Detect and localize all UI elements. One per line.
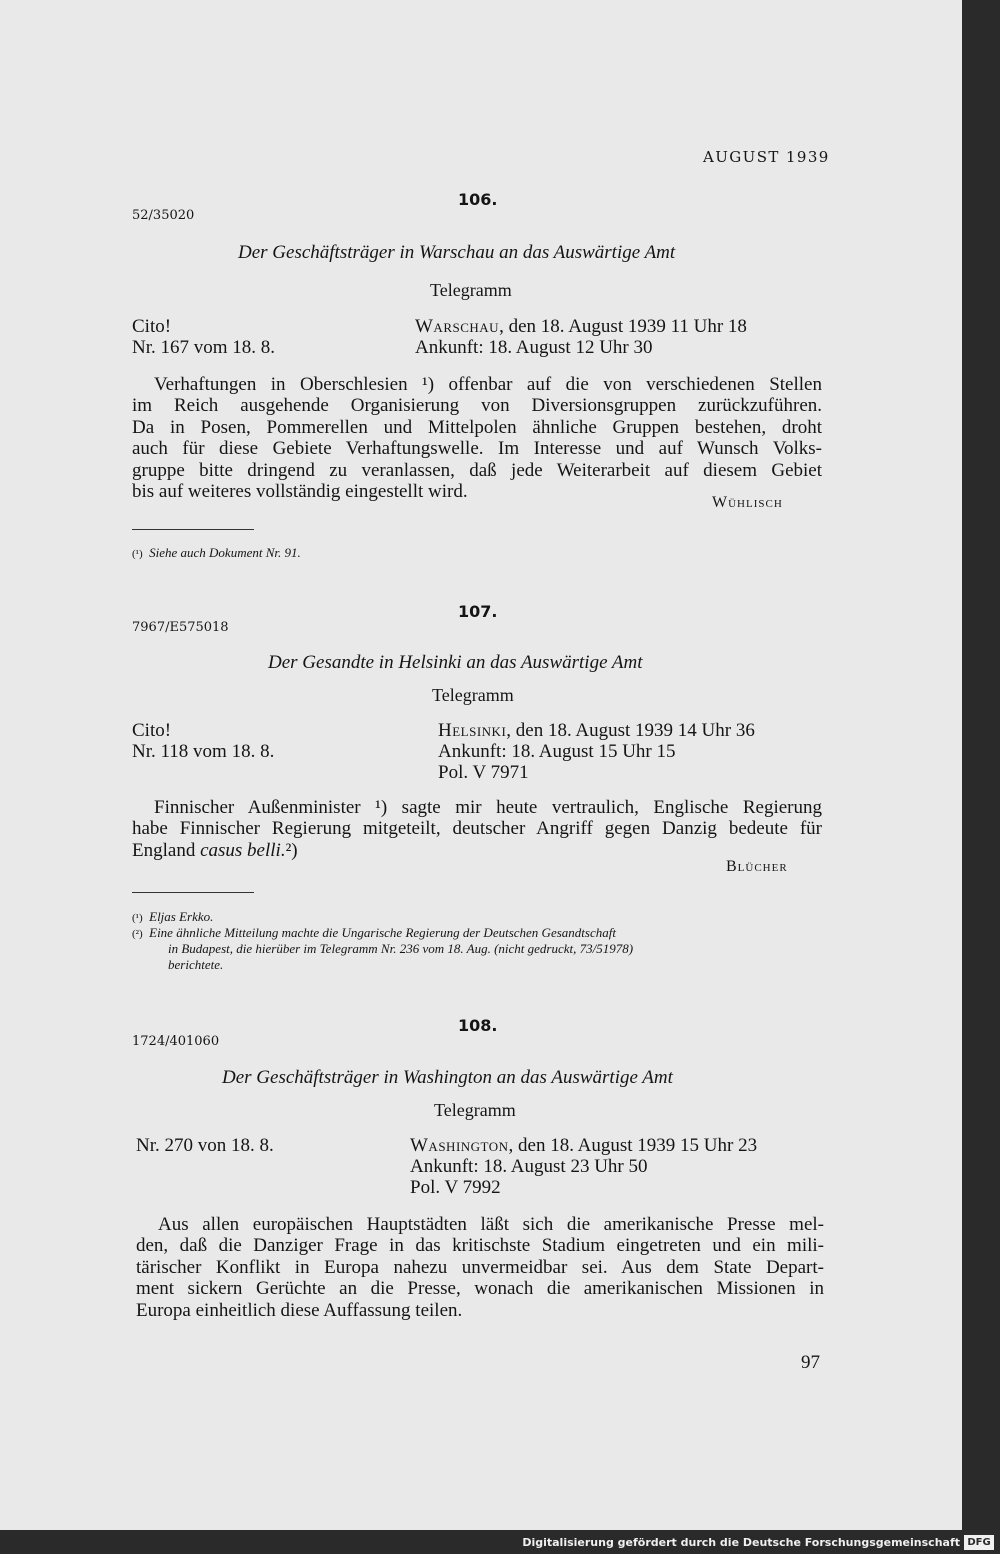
scan-edge	[962, 0, 1000, 1530]
filing-reference: Pol. V 7971	[438, 762, 529, 783]
footnote: (¹) Siehe auch Dokument Nr. 91.	[132, 545, 301, 560]
footnote: (²) Eine ähnliche Mitteilung machte die Ungarische Regierung der Deutschen Gesandtschaft	[132, 925, 616, 940]
archive-reference: 52/35020	[132, 208, 195, 223]
running-header: AUGUST 1939	[703, 148, 830, 166]
body-line: bis auf weiteres vollständig eingestellt wird.	[132, 481, 468, 503]
body-line: den, daß die Danziger Frage in das kritischste Stadium eingetreten und ein mili-	[136, 1235, 824, 1257]
telegram-number: Nr. 167 vom 18. 8.	[132, 337, 276, 358]
document-number: 106.	[458, 190, 498, 209]
document-body	[132, 374, 822, 502]
footnote-continuation: in Budapest, die hierüber im Telegramm Nr. 236 vom 18. Aug. (nicht gedruckt, 73/51978)	[168, 941, 634, 956]
document-body	[136, 1214, 824, 1321]
body-line: im Reich ausgehende Organisierung von Diversionsgruppen zurückzuführen.	[132, 395, 822, 417]
sent-city: Warschau	[415, 316, 500, 337]
signature: Blücher	[726, 858, 788, 875]
sent-city: Washington	[410, 1135, 509, 1156]
urgency-marker: Cito!	[132, 720, 172, 741]
document-type: Telegramm	[432, 685, 514, 705]
italic-phrase: casus belli.	[200, 839, 286, 861]
document-body	[132, 797, 822, 861]
body-line: gruppe bitte dringend zu veranlassen, daß jede Weiterarbeit auf diesem Gebiet	[132, 459, 822, 481]
telegram-number: Nr. 270 von 18. 8.	[136, 1135, 274, 1156]
body-line: Aus allen europäischen Hauptstädten läßt sich die amerikanische Presse mel-	[158, 1214, 824, 1235]
body-line: tärischer Konflikt in Europa nahezu unvermeidbar sei. Aus dem State Depart-	[136, 1256, 824, 1278]
body-line: ment sickern Gerüchte an die Presse, wonach die amerikanischen Missionen in	[136, 1278, 824, 1300]
document-number: 107.	[458, 602, 498, 621]
dfg-logo-icon: DFG	[964, 1535, 994, 1550]
sent-line	[410, 1135, 757, 1156]
body-line: Europa einheitlich diese Auffassung teilen.	[136, 1299, 463, 1321]
footnote-divider	[132, 529, 254, 530]
signature: Wühlisch	[712, 494, 783, 511]
footnote-divider	[132, 892, 254, 893]
document-title: Der Gesandte in Helsinki an das Auswärtige Amt	[268, 652, 643, 673]
body-line: Da in Posen, Pommerellen und Mittelpolen ähnliche Gruppen bestehen, droht	[132, 416, 822, 438]
footnote-continuation: berichtete.	[168, 957, 224, 972]
sent-datetime: , den 18. August 1939 15 Uhr 23	[508, 1135, 758, 1156]
urgency-marker: Cito!	[132, 316, 172, 337]
sent-line	[438, 720, 755, 741]
body-line: habe Finnischer Regierung mitgeteilt, deutscher Angriff gegen Danzig bedeute für	[132, 818, 822, 840]
page-number: 97	[801, 1352, 820, 1373]
footnote: (¹) Eljas Erkko.	[132, 909, 214, 924]
document-type: Telegramm	[434, 1100, 516, 1120]
sent-line	[415, 316, 747, 337]
funding-banner-text: Digitalisierung gefördert durch die Deutsche Forschungsgemeinschaft	[522, 1536, 960, 1549]
document-title: Der Geschäftsträger in Washington an das Auswärtige Amt	[222, 1067, 673, 1088]
archive-reference: 7967/E575018	[132, 620, 229, 635]
document-number: 108.	[458, 1016, 498, 1035]
sent-datetime: , den 18. August 1939 14 Uhr 36	[506, 720, 755, 741]
arrival-line: Ankunft: 18. August 12 Uhr 30	[415, 337, 653, 358]
body-line: auch für diese Gebiete Verhaftungswelle. Im Interesse und auf Wunsch Volks-	[132, 438, 822, 460]
sent-city: Helsinki	[438, 720, 507, 741]
body-line: England casus belli.²)	[132, 839, 298, 861]
telegram-number: Nr. 118 vom 18. 8.	[132, 741, 275, 762]
arrival-line: Ankunft: 18. August 23 Uhr 50	[410, 1156, 648, 1177]
sent-datetime: , den 18. August 1939 11 Uhr 18	[499, 316, 747, 337]
document-type: Telegramm	[430, 280, 512, 300]
filing-reference: Pol. V 7992	[410, 1177, 501, 1198]
document-title: Der Geschäftsträger in Warschau an das Auswärtige Amt	[238, 242, 676, 263]
arrival-line: Ankunft: 18. August 15 Uhr 15	[438, 741, 676, 762]
body-line: Finnischer Außenminister ¹) sagte mir heute vertraulich, Englische Regierung	[154, 797, 822, 818]
body-line: Verhaftungen in Oberschlesien ¹) offenbar auf die von verschiedenen Stellen	[154, 374, 822, 395]
archive-reference: 1724/401060	[132, 1034, 220, 1049]
